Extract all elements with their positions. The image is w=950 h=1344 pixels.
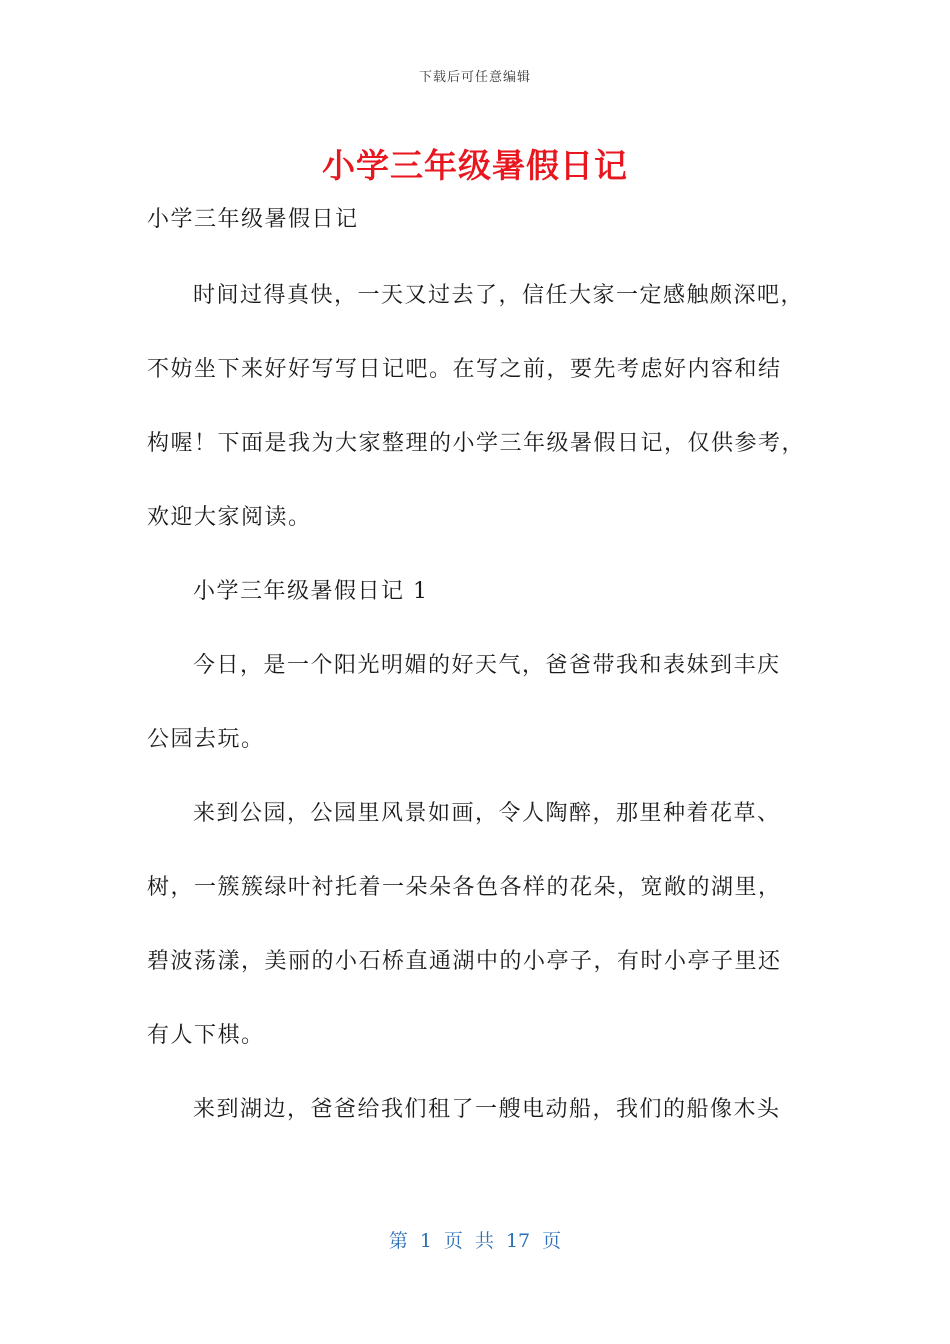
body-line: 公园去玩。: [147, 727, 265, 752]
body-line: 小学三年级暑假日记: [147, 207, 359, 232]
body-line: 树，一簇簇绿叶衬托着一朵朵各色各样的花朵，宽敞的湖里，: [147, 875, 782, 900]
footer-middle: 页 共: [443, 1230, 494, 1252]
footer-page-number: 1: [419, 1230, 432, 1252]
body-line: 来到公园，公园里风景如画，令人陶醉，那里种着花草、: [193, 801, 781, 826]
body-line: 今日，是一个阳光明媚的好天气，爸爸带我和表妹到丰庆: [193, 653, 781, 678]
page-header: 下载后可任意编辑: [418, 70, 531, 85]
section-heading: 小学三年级暑假日记 1: [193, 579, 429, 604]
body-line: 欢迎大家阅读。: [147, 505, 312, 530]
body-line: 碧波荡漾，美丽的小石桥直通湖中的小亭子，有时小亭子里还: [147, 949, 782, 974]
body-line: 不妨坐下来好好写写日记吧。在写之前，要先考虑好内容和结: [147, 357, 782, 382]
footer-total-pages: 17: [505, 1230, 531, 1252]
body-line: 时间过得真快，一天又过去了，信任大家一定感触颇深吧，: [193, 283, 805, 308]
body-line: 构喔！下面是我为大家整理的小学三年级暑假日记，仅供参考，: [147, 431, 806, 456]
document-title: 小学三年级暑假日记: [322, 146, 628, 185]
body-line: 来到湖边，爸爸给我们租了一艘电动船，我们的船像木头: [193, 1097, 781, 1122]
page-footer: [0, 1226, 950, 1253]
body-line: 有人下棋。: [147, 1023, 265, 1048]
footer-suffix: 页: [542, 1230, 562, 1252]
footer-prefix: 第: [388, 1230, 408, 1252]
document-body: [147, 192, 807, 1156]
